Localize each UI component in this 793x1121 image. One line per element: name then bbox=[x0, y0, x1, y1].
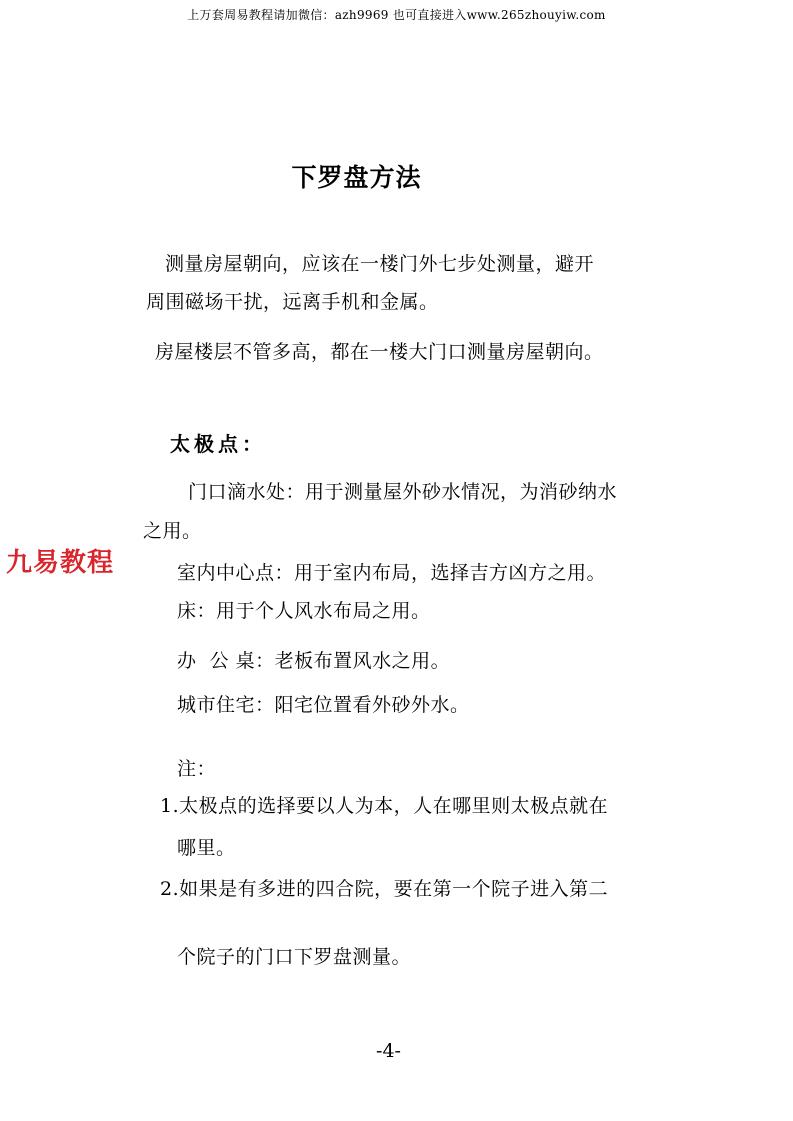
watermark-logo: 九易教程 bbox=[6, 548, 115, 578]
taiji-item-3: 床：用于个人风水布局之用。 bbox=[177, 600, 431, 622]
taiji-item-1-line-2: 之用。 bbox=[143, 520, 202, 542]
notes-heading: 注： bbox=[177, 758, 217, 780]
note-1-line-1: 1.太极点的选择要以人为本，人在哪里则太极点就在 bbox=[160, 795, 609, 817]
header-notice: 上万套周易教程请加微信：azh9969 也可直接进入www.265zhouyiw.com bbox=[187, 8, 606, 22]
page-title: 下罗盘方法 bbox=[291, 163, 422, 192]
taiji-item-2: 室内中心点：用于室内布局，选择吉方凶方之用。 bbox=[177, 562, 607, 584]
page-number: -4- bbox=[376, 1040, 401, 1062]
note-2-line-2: 个院子的门口下罗盘测量。 bbox=[177, 946, 412, 968]
taiji-heading: 太极点： bbox=[170, 432, 266, 456]
taiji-item-1-line-1: 门口滴水处：用于测量屋外砂水情况，为消砂纳水 bbox=[188, 481, 618, 503]
note-2-line-1: 2.如果是有多进的四合院，要在第一个院子进入第二 bbox=[160, 878, 609, 900]
intro-line-2: 周围磁场干扰，远离手机和金属。 bbox=[146, 291, 439, 313]
taiji-item-5: 城市住宅：阳宅位置看外砂外水。 bbox=[177, 694, 470, 716]
intro-line-3: 房屋楼层不管多高，都在一楼大门口测量房屋朝向。 bbox=[155, 341, 604, 363]
note-1-line-2: 哪里。 bbox=[177, 837, 236, 859]
taiji-item-4: 办 公 桌：老板布置风水之用。 bbox=[177, 650, 451, 672]
intro-line-1: 测量房屋朝向，应该在一楼门外七步处测量，避开 bbox=[165, 253, 595, 275]
